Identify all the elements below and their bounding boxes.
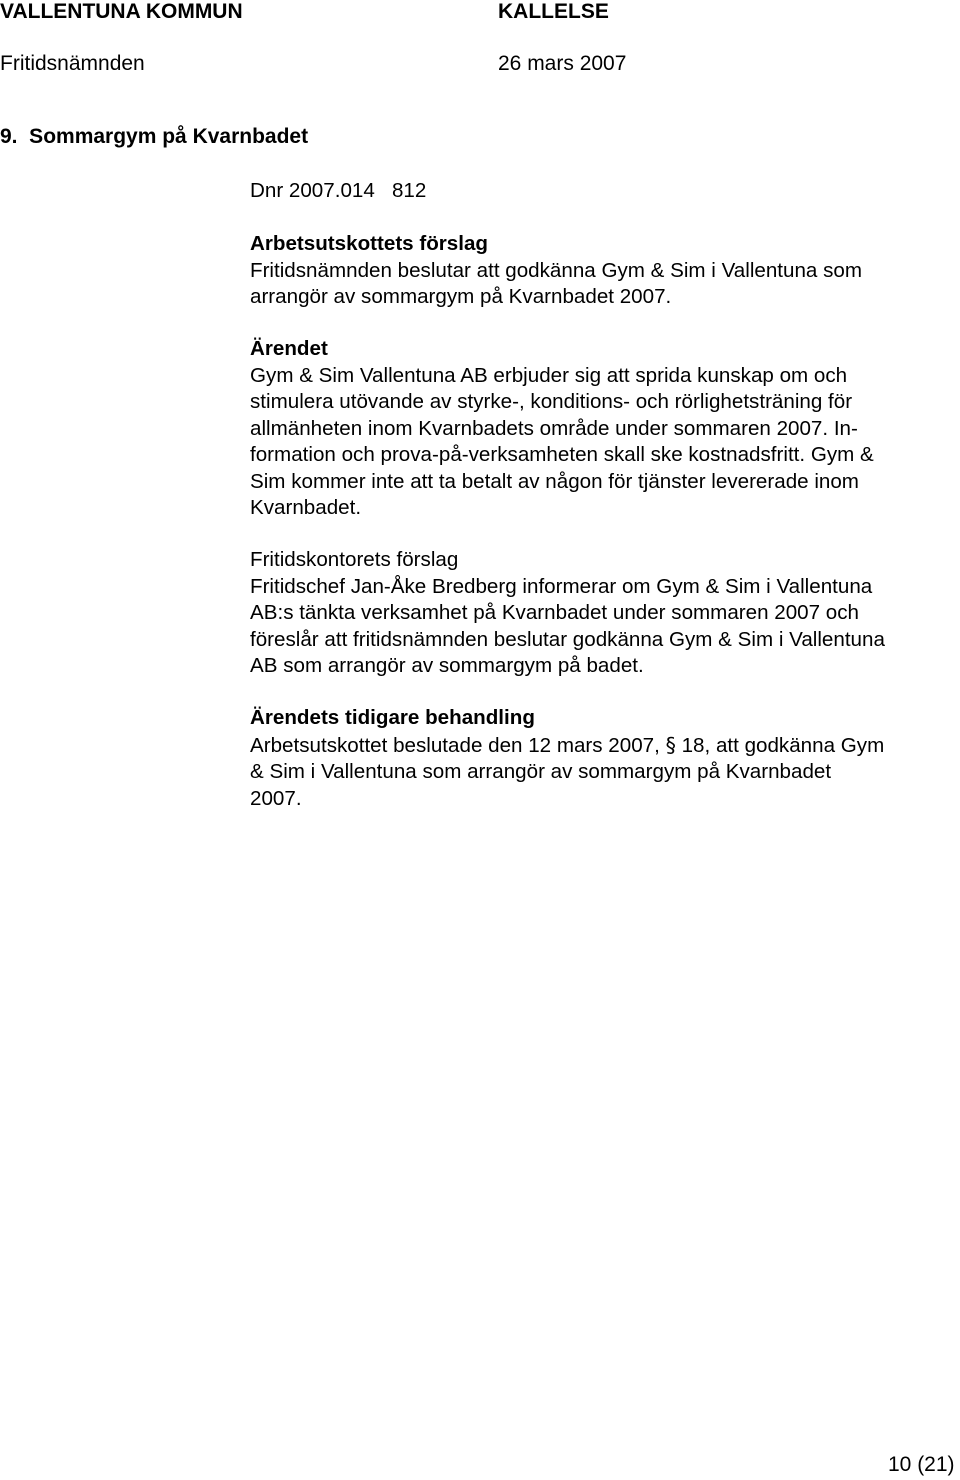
matter-line: stimulera utövande av styrke-, konditions- och rörlighetsträning för [250,390,853,413]
matter-line: Kvarnbadet. [250,496,362,519]
matter-section [250,336,960,522]
reference-number: Dnr 2007.014 812 [250,179,427,202]
history-text-after: 18, att godkänna Gym [675,733,885,757]
document-type: KALLELSE [498,0,609,23]
office-proposal-heading: Fritidskontorets förslag [250,548,459,571]
history-line [250,732,960,760]
office-proposal-line: Fritidschef Jan-Åke Bredberg informerar om Gym & Sim i Vallentuna [250,574,873,598]
office-proposal-line: AB som arrangör av sommargym på badet. [250,654,644,677]
history-heading: Ärendets tidigare behandling [250,706,535,729]
office-proposal-line: AB:s tänkta verksamhet på Kvarnbadet under sommaren 2007 och [250,601,860,624]
history-line: 2007. [250,786,302,810]
reference-number-block [250,178,960,205]
proposal-heading: Arbetsutskottets förslag [250,232,489,255]
proposal-line: Fritidsnämnden beslutar att godkänna Gym & Sim i Vallentuna som [250,258,863,282]
proposal-line: arrangör av sommargym på Kvarnbadet 2007. [250,285,672,308]
organization-name: VALLENTUNA KOMMUN [0,0,243,23]
proposal-section [250,231,960,311]
paragraph-symbol: § [665,732,676,757]
page-number: 10 (21) [888,1453,955,1476]
matter-line: formation och prova-på-verksamheten skall ske kostnadsfritt. Gym & [250,443,874,466]
agenda-item-title: 9. Sommargym på Kvarnbadet [0,125,309,148]
office-proposal-section [250,547,960,680]
matter-line: Sim kommer inte att ta betalt av någon för tjänster levererade inom [250,469,859,493]
history-line: & Sim i Vallentuna som arrangör av sommargym på Kvarnbadet [250,760,832,783]
matter-heading: Ärendet [250,337,328,360]
meeting-date: 26 mars 2007 [498,52,627,75]
history-text-before: Arbetsutskottet beslutade den 12 mars 2007, [250,733,666,757]
committee-name: Fritidsnämnden [0,52,145,75]
matter-line: allmänheten inom Kvarnbadets område under sommaren 2007. In- [250,416,858,440]
office-proposal-line: föreslår att fritidsnämnden beslutar godkänna Gym & Sim i Vallentuna [250,627,885,651]
history-section [250,705,960,812]
matter-line: Gym & Sim Vallentuna AB erbjuder sig att sprida kunskap om och [250,363,848,387]
